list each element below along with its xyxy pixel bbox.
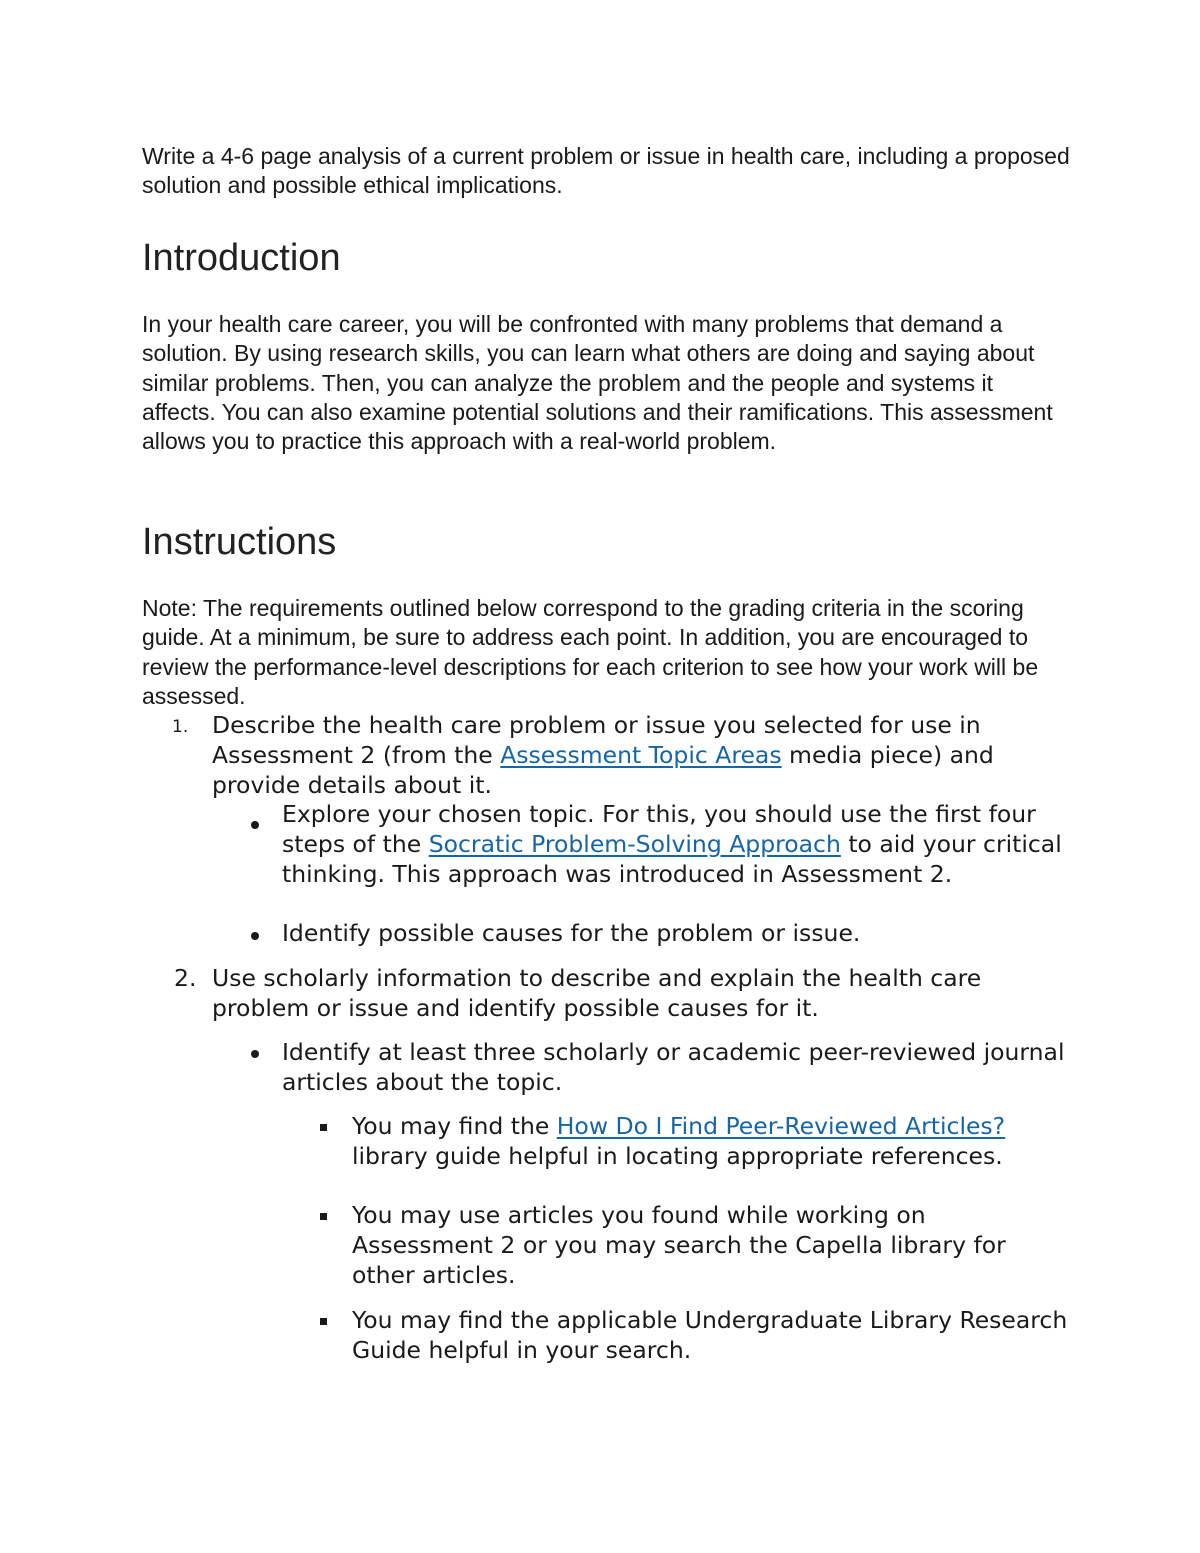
list-item-1-sub-1: Explore your chosen topic. For this, you should use the first four steps of the Socratic Problem-Solving Approach to aid your critical thinking. This approach was introduced in Assessment 2. xyxy=(282,800,1062,888)
introduction-heading: Introduction xyxy=(142,237,341,279)
introduction-body: In your health care career, you will be confronted with many problems that demand a solution. By using research skills, you can learn what others are doing and saying about similar problems. Then, you can analyze the problem and the people and systems it affects. You can also examine potential solutions and their ramifications. This assessment allows you to practice this approach with a real-world problem. xyxy=(142,311,1053,455)
instructions-heading: Instructions xyxy=(142,521,337,563)
peer-reviewed-articles-link[interactable]: How Do I Find Peer-Reviewed Articles? xyxy=(556,1112,1006,1140)
list-item-2-sub-1: Identify at least three scholarly or academic peer-reviewed journal articles about the topic. xyxy=(282,1038,1065,1096)
instructions-note: Note: The requirements outlined below correspond to the grading criteria in the scoring guide. At a minimum, be sure to address each point. In addition, you are encouraged to review the performance-level descriptions for each criterion to see how your work will be assessed. xyxy=(142,595,1039,709)
bullet-icon xyxy=(251,821,259,829)
list-item-2-subsub-2: You may use articles you found while working on Assessment 2 or you may search the Capella library for other articles. xyxy=(352,1201,1006,1289)
bullet-icon xyxy=(251,1050,259,1058)
square-bullet-icon xyxy=(320,1124,327,1131)
list-item-1: Describe the health care problem or issue you selected for use in Assessment 2 (from the Assessment Topic Areas media piece) and provide details about it. xyxy=(212,711,994,799)
square-bullet-icon xyxy=(320,1318,327,1325)
list-number-1: 1. xyxy=(172,717,189,737)
list-number-2: 2. xyxy=(174,964,197,992)
list-item-2-subsub-1: You may find the How Do I Find Peer-Reviewed Articles? library guide helpful in locating appropriate references. xyxy=(352,1112,1006,1170)
assessment-topic-areas-link[interactable]: Assessment Topic Areas xyxy=(500,741,782,769)
list-item-2-subsub-3: You may find the applicable Undergraduate Library Research Guide helpful in your search. xyxy=(352,1306,1068,1364)
square-bullet-icon xyxy=(320,1213,327,1220)
list-item-2: Use scholarly information to describe and explain the health care problem or issue and identify possible causes for it. xyxy=(212,964,982,1022)
list-item-1-sub-2: Identify possible causes for the problem or issue. xyxy=(282,919,861,947)
intro-paragraph: Write a 4-6 page analysis of a current problem or issue in health care, including a proposed solution and possible ethical implications. xyxy=(142,143,1070,199)
socratic-approach-link[interactable]: Socratic Problem-Solving Approach xyxy=(428,830,841,858)
bullet-icon xyxy=(251,932,259,940)
